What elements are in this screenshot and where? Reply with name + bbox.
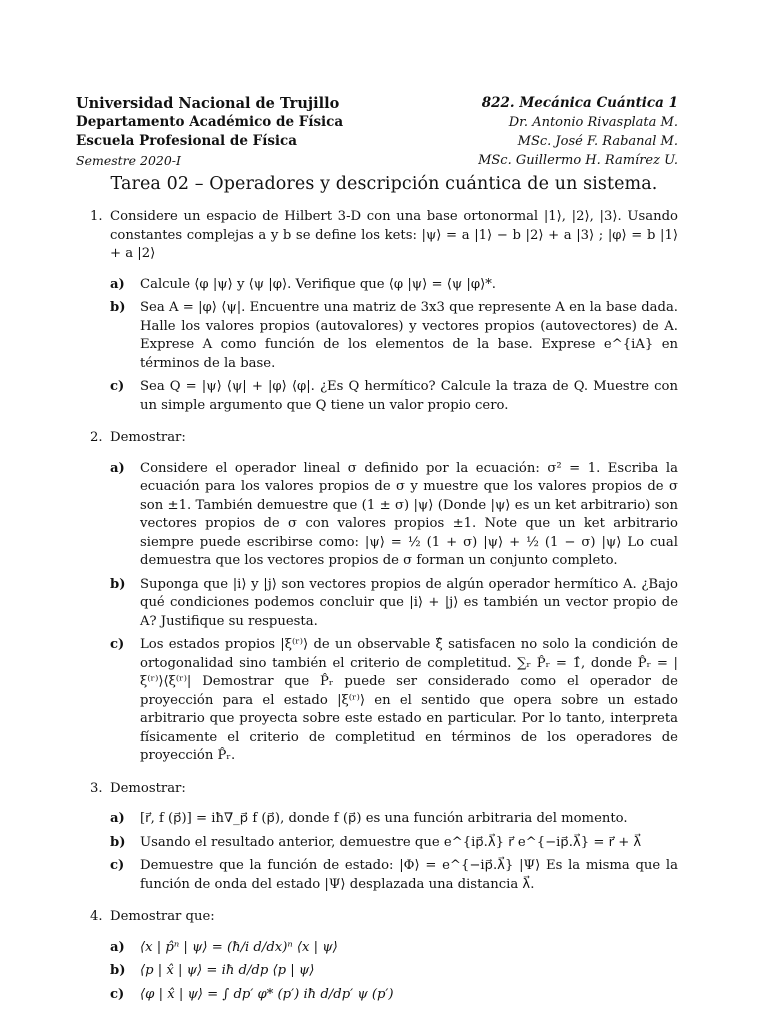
- subproblem-item: [110, 576, 678, 632]
- problem-number: 3.: [90, 780, 103, 796]
- problem-statement: Demostrar:: [110, 780, 186, 796]
- subproblem-text: Demuestre que la función de estado: |Φ⟩ = e^{−ip⃗.λ⃗} |Ψ⟩ Es la misma que la función de onda del estado |Ψ⟩ desplazada una distancia λ⃗.: [140, 858, 678, 892]
- problem-item: [90, 908, 678, 1004]
- subproblem-label: a): [110, 811, 125, 826]
- subproblem-label: b): [110, 963, 126, 978]
- subproblem-text: Suponga que |i⟩ y |j⟩ son vectores propios de algún operador hermítico A. ¿Bajo qué condiciones podemos concluir que |i⟩ + |j⟩ es también un vector propio de A? Justifique su respuesta.: [140, 576, 678, 629]
- subproblem-item: [110, 810, 678, 829]
- school-name: Escuela Profesional de Física: [76, 133, 298, 149]
- subproblem-text: ⟨p | x̂ | ψ⟩ = iħ d/dp ⟨p | ψ⟩: [140, 963, 315, 978]
- subproblem-item: [110, 986, 678, 1005]
- problem-statement: Considere un espacio de Hilbert 3-D con una base ortonormal |1⟩, |2⟩, |3⟩. Usando constantes complejas a y b se define los kets: |ψ⟩ = a |1⟩ − b |2⟩ + a |3⟩ ; |φ⟩ = b |1⟩ + a |2⟩: [110, 209, 678, 261]
- subproblem-text: Sea Q = |ψ⟩ ⟨ψ| + |φ⟩ ⟨φ|. ¿Es Q hermítico? Calcule la traza de Q. Muestre con un simple argumento que Q tiene un valor propio cero.: [140, 379, 678, 413]
- subproblem-item: [110, 939, 678, 958]
- subproblem-label: b): [110, 576, 126, 592]
- course-name: 822. Mecánica Cuántica 1: [481, 95, 678, 111]
- subproblem-item: [110, 636, 678, 766]
- subproblem-label: c): [110, 637, 125, 652]
- subproblem-text: Considere el operador lineal σ definido por la ecuación: σ² = 1. Escriba la ecuación para los valores propios de σ y muestre que los valores propios de σ son ±1. También demuestre que (1 ± σ) |ψ⟩ (Donde |ψ⟩ es un ket arbitrario) son vectores propios de σ con valores propios ±1. Note que un ket arbitrario siempre puede escribirse como: |ψ⟩ = ½ (1 + σ) |ψ⟩ + ½ (1 − σ) |ψ⟩ Lo cual demuestra que los vectores propios de σ forman un conjunto completo.: [140, 460, 678, 568]
- subproblem-text: Sea A = |φ⟩ ⟨ψ|. Encuentre una matriz de 3x3 que represente A en la base dada. Halle los valores propios (autovalores) y vectores propios (autovectores) de A. Exprese A como función de los elementos de la base. Exprese e^{iA} en términos de la base.: [140, 300, 678, 371]
- subproblem-text: Los estados propios |ξ⁽ʳ⁾⟩ de un observable ξ̂ satisfacen no solo la condición de ortogonalidad sino también el criterio de completitud. ∑ᵣ P̂ᵣ = 1̂, donde P̂ᵣ = |ξ⁽ʳ⁾⟩⟨ξ⁽ʳ⁾| Demostrar que P̂ᵣ puede ser considerado como el operador de proyección para el estado |ξ⁽ʳ⁾⟩ en el sentido que opera sobre un estado arbitrario que proyecta sobre este estado en particular. Por lo tanto, interpreta físicamente el criterio de completitud en términos de los operadores de proyección P̂ᵣ.: [140, 637, 678, 763]
- university-name: Universidad Nacional de Trujillo: [76, 95, 340, 112]
- subproblem-label: c): [110, 986, 125, 1002]
- subproblem-item: [110, 857, 678, 894]
- problem-item: [90, 780, 678, 895]
- header-institution: [76, 94, 343, 170]
- subproblem-text: ⟨x | p̂ⁿ | ψ⟩ = (ħ/i d/dx)ⁿ ⟨x | ψ⟩: [140, 939, 338, 955]
- instructor-name: MSc. Guillermo H. Ramírez U.: [478, 153, 678, 168]
- header-course: [478, 94, 678, 170]
- subproblem-label: b): [110, 834, 126, 850]
- subproblem-item: [110, 378, 678, 415]
- subproblem-item: [110, 460, 678, 571]
- subproblem-label: a): [110, 939, 125, 955]
- department-name: Departamento Académico de Física: [76, 114, 344, 130]
- subproblem-item: [110, 834, 678, 853]
- problem-statement: Demostrar:: [110, 430, 186, 445]
- instructor-name: Dr. Antonio Rivasplata M.: [508, 115, 678, 130]
- subproblem-text: ⟨φ | x̂ | ψ⟩ = ∫ dp′ φ* (p′) iħ d/dp′ ψ (p′): [140, 986, 394, 1002]
- subproblem-item: [110, 962, 678, 981]
- problem-list: [90, 208, 678, 1018]
- subproblem-label: b): [110, 300, 126, 315]
- subproblem-item: [110, 276, 678, 295]
- subproblem-label: c): [110, 858, 125, 873]
- semester-label: Semestre 2020-I: [76, 153, 181, 168]
- subproblem-label: c): [110, 379, 125, 394]
- problem-item: [90, 208, 678, 415]
- assignment-title: Tarea 02 – Operadores y descripción cuántica de un sistema.: [110, 174, 658, 194]
- problem-item: [90, 429, 678, 766]
- subproblem-text: Usando el resultado anterior, demuestre que e^{ip⃗.λ⃗} r⃗ e^{−ip⃗.λ⃗} = r⃗ + λ⃗: [140, 834, 642, 850]
- subproblem-text: [r⃗, f (p⃗)] = iħ∇_p⃗ f (p⃗), donde f (p⃗) es una función arbitraria del momento.: [140, 811, 628, 826]
- problem-number: 1.: [90, 209, 103, 224]
- subproblem-text: Calcule ⟨φ |ψ⟩ y ⟨ψ |φ⟩. Verifique que ⟨φ |ψ⟩ = ⟨ψ |φ⟩*.: [140, 276, 496, 292]
- subproblem-item: [110, 299, 678, 373]
- problem-number: 4.: [90, 909, 103, 924]
- problem-number: 2.: [90, 430, 103, 445]
- subproblem-label: a): [110, 276, 125, 292]
- problem-statement: Demostrar que:: [110, 909, 215, 924]
- subproblem-label: a): [110, 460, 125, 476]
- instructor-name: MSc. José F. Rabanal M.: [517, 134, 678, 149]
